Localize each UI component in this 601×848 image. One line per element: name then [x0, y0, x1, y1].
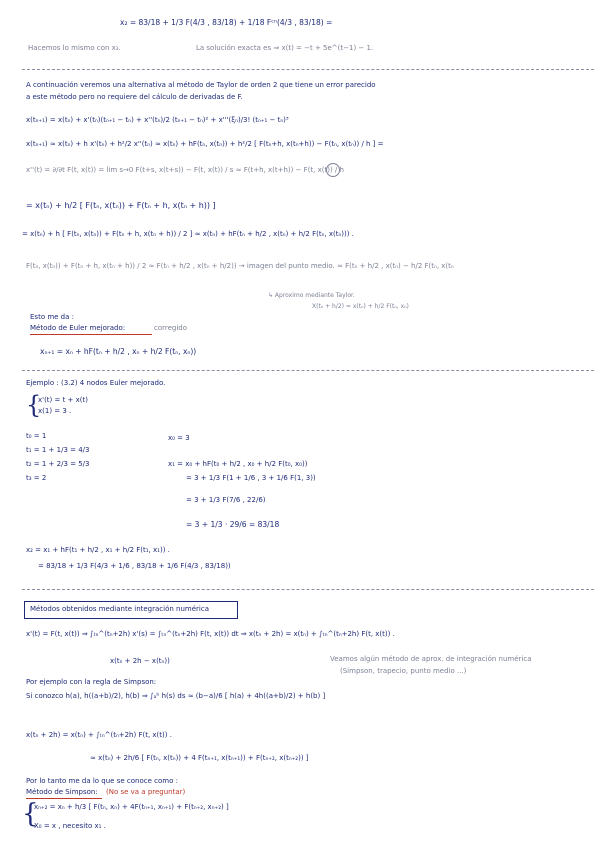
taylor-midpoint: X(tₙ + h/2) ≈ x(tₙ) + h/2 F(tₙ, xₙ) [312, 303, 409, 310]
midpoint-approximation: F(tₙ, x(tₙ)) + F(tₙ + h, x(tₙ + h)) / 2 ≈ F(tₙ + h/2 , x(tₙ + h/2)) → imagen del punto medio. ≈ F(tₙ + h/2 , x(tₙ) − h/2 F(tₙ, x(tₙ [26, 262, 454, 270]
node-t2: t₂ = 1 + 2/3 = 5/3 [26, 460, 90, 468]
x1-simplified: = 3 + 1/3 F(7/6 , 22/6) [186, 496, 266, 504]
section-divider [22, 589, 594, 590]
integral-form: x(tₙ + 2h) = x(tₙ) + ∫ₜₙ^(tₙ+2h) F(t, x(t)) . [26, 731, 172, 739]
system-brace: { [26, 391, 42, 419]
example-title: Ejemplo : (3.2) 4 nodos Euler mejorado. [26, 379, 166, 387]
not-examined-note: (No se va a preguntar) [106, 788, 186, 796]
node-t1: t₁ = 1 + 1/3 = 4/3 [26, 446, 90, 454]
note-same-x3: Hacemos lo mismo con x₃. [28, 44, 121, 52]
x1-step: x₁ = x₀ + hF(t₀ + h/2 , x₀ + h/2 F(t₀, x₀)) [168, 460, 308, 468]
node-t3: t₃ = 2 [26, 474, 47, 482]
x1-result: = 3 + 1/3 · 29/6 = 83/18 [186, 520, 280, 529]
simpson-rule: Si conozco h(a), h((a+b)/2), h(b) ⇒ ∫ₐᵇ h(s) ds ≈ (b−a)/6 [ h(a) + 4h((a+b)/2) + h(b) ] [26, 692, 326, 700]
taylor-approximation: x(tₙ₊₁) ≈ x(tₙ) + h x'(tₙ) + h²/2 x''(tₙ) ≈ x(tₙ) + hF(tₙ, x(tₙ)) + h²/2 [ F(tₙ+h, x(tₙ+h)) − F(tₙ, x(tₙ)) / h ] = [26, 140, 384, 148]
method-title-underline [30, 334, 152, 335]
intro-line-1: A continuación veremos una alternativa al método de Taylor de orden 2 que tiene un error parecido [26, 81, 376, 89]
midpoint-form: = x(tₙ) + h [ F(tₙ, x(tₙ)) + F(tₙ + h, x(tₙ + h)) / 2 ] ≈ x(tₙ) + hF(tₙ + h/2 , x(tₙ) + h/2 F(tₙ, x(tₙ))) . [22, 230, 354, 238]
x2-expression-top: x₂ = 83/18 + 1/3 F(4/3 , 83/18) + 1/18 Fᶜⁿ(4/3 , 83/18) = [120, 18, 333, 27]
taylor-expansion: x(tₙ₊₁) = x(tₙ) + x'(tₙ)(tₙ₊₁ − tₙ) + x''(tₙ)/2 (tₙ₊₁ − tₙ)² + x'''(ξₙ)/3! (tₙ₊₁ − tₙ)³ [26, 116, 289, 124]
intro-line-2: a este método pero no requiere del cálculo de derivadas de F. [26, 93, 243, 101]
integral-identity: x'(t) = F(t, x(t)) ⇒ ∫ₜₙ^(tₙ+2h) x'(s) = ∫ₜₙ^(tₙ+2h) F(t, x(t)) dt ⇒ x(tₙ + 2h) = x(tₙ) + ∫ₜₙ^(tₙ+2h) F(t, x(t)) . [26, 630, 395, 638]
circled-equals-mark [326, 163, 340, 177]
numerical-method-note: Veamos algún método de aprox. de integración numérica [330, 655, 532, 663]
x1-substitution: = 3 + 1/3 F(1 + 1/6 , 3 + 1/6 F(1, 3)) [186, 474, 316, 482]
second-derivative-definition: x''(t) = ∂/∂t F(t, x(t)) = lim s→0 F(t+s, x(t+s)) − F(t, x(t)) / s ≈ F(t+h, x(t+h)) − F(t, x(t)) / h [26, 166, 344, 174]
ode-equation: x'(t) = t + x(t) [38, 396, 88, 404]
x2-step: x₂ = x₁ + hF(t₁ + h/2 , x₁ + h/2 F(t₁, x₁)) . [26, 546, 170, 554]
result-intro: Esto me da : [30, 313, 74, 321]
corrected-note: corregido [154, 324, 188, 332]
trapezoid-form: = x(tₙ) + h/2 [ F(tₙ, x(tₙ)) + F(tₙ + h, x(tₙ + h)) ] [26, 201, 216, 210]
simpson-start-values: X₀ = x , necesito x₁ . [34, 822, 106, 830]
method-title-improved-euler: Método de Euler mejorado: [30, 324, 126, 332]
simpson-intro: Por ejemplo con la regla de Simpson: [26, 678, 157, 686]
x2-substitution: = 83/18 + 1/3 F(4/3 + 1/6 , 83/18 + 1/6 F(4/3 , 83/18)) [38, 562, 231, 570]
conclusion-intro: Por lo tanto me da lo que se conoce como : [26, 777, 178, 785]
simpson-system-brace: { [22, 799, 39, 829]
integral-evaluation: x(tₙ + 2h − x(tₙ)) [110, 657, 170, 665]
section-title-numerical-integration: Métodos obtenidos mediante integración numérica [30, 605, 209, 613]
method-title-simpson: Método de Simpson: [26, 788, 98, 796]
simpson-formula: xₙ₊₂ = xₙ + h/3 [ F(tₙ, xₙ) + 4F(tₙ₊₁, xₙ₊₁) + F(tₙ₊₂, xₙ₊₂) ] [34, 803, 229, 811]
numerical-method-examples: (Simpson, trapecio, punto medio ...) [340, 667, 467, 675]
section-divider [22, 370, 594, 371]
node-t0: t₀ = 1 [26, 432, 47, 440]
x0-value: x₀ = 3 [168, 434, 190, 442]
improved-euler-formula: xₙ₊₁ = xₙ + hF(tₙ + h/2 , xₙ + h/2 F(tₙ, xₙ)) [40, 347, 197, 356]
simpson-approximation: ≈ x(tₙ) + 2h/6 [ F(tₙ, x(tₙ)) + 4 F(tₙ₊₁, x(tₙ₊₁)) + F(tₙ₊₂, x(tₙ₊₂)) ] [90, 754, 309, 762]
taylor-note: ↳ Aproximo mediante Taylor. [268, 292, 355, 299]
exact-solution: La solución exacta es ⇒ x(t) = −t + 5e^(t−1) − 1. [196, 44, 374, 52]
initial-condition: x(1) = 3 . [38, 407, 72, 415]
section-divider [22, 69, 594, 70]
